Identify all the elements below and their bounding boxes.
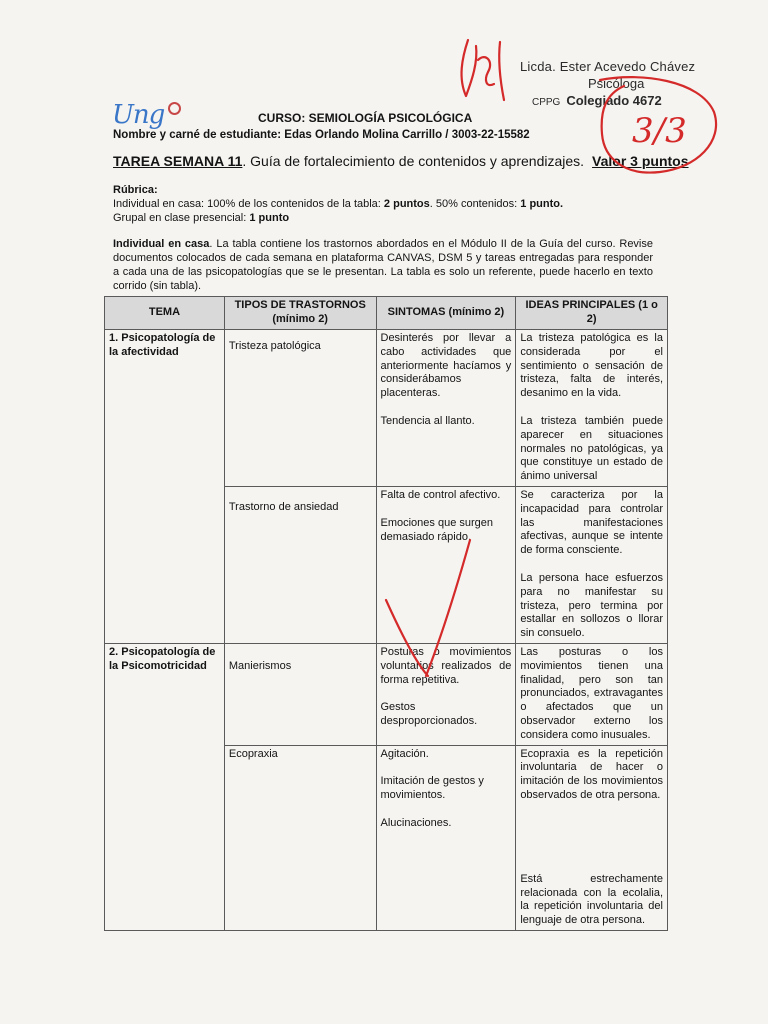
ideas-ansiedad: Se caracteriza por la incapacidad para controlar las manifestaciones afectivas, aunque se intente de forma consciente. La persona hace esfuerzos para no manifestar su tristeza, pero termina por estallar en sollozos o llorar sin consuelo. bbox=[516, 486, 668, 643]
ideas-tristeza: La tristeza patológica es la considerada por el sentimiento o sensación de tristeza, falta de interés, desanimo en la vida. La tristeza también puede aparecer en situaciones normales no patológicas, ya que constituye un estado de ánimo universal bbox=[516, 330, 668, 487]
task-description: . Guía de fortalecimiento de contenidos y aprendizajes. bbox=[242, 153, 585, 169]
tema-psicomotricidad: 2. Psicopatología de la Psicomotricidad bbox=[105, 643, 225, 930]
type-tristeza: Tristeza patológica bbox=[224, 330, 376, 487]
student-info: Nombre y carné de estudiante: Edas Orlando Molina Carrillo / 3003-22-15582 bbox=[113, 129, 530, 141]
stamp-profession: Psicóloga bbox=[588, 76, 645, 91]
rubric-line-individual: Individual en casa: 100% de los contenidos de la tabla: 2 puntos. 50% contenidos: 1 punto. bbox=[113, 198, 564, 210]
symptoms-manierismos: Posturas o movimientos voluntarios realizados de forma repetitiva. Gestos desproporcionados. bbox=[376, 643, 516, 745]
type-manierismos: Manierismos bbox=[224, 643, 376, 745]
table-row bbox=[105, 643, 668, 745]
psychopathology-table bbox=[104, 296, 668, 931]
type-ecopraxia: Ecopraxia bbox=[224, 745, 376, 930]
instructions-paragraph bbox=[113, 237, 653, 293]
symptoms-tristeza: Desinterés por llevar a cabo actividades que anteriormente hacíamos y considerábamos placenteras. Tendencia al llanto. bbox=[376, 330, 516, 487]
header-ideas: IDEAS PRINCIPALES (1 o 2) bbox=[516, 297, 668, 330]
stamp-prefix: CPPG bbox=[532, 97, 561, 108]
rubric bbox=[113, 183, 563, 225]
task-value: Valor 3 puntos bbox=[592, 153, 689, 169]
ideas-manierismos: Las posturas o los movimientos tienen una finalidad, pero son tan pronunciados, extravagantes o afectados que un observador externo los considera como inusuales. bbox=[516, 643, 668, 745]
table-row bbox=[105, 330, 668, 487]
professional-stamp bbox=[520, 58, 695, 111]
logo-text: Ung bbox=[112, 100, 165, 130]
table-header-row bbox=[105, 297, 668, 330]
symptoms-ansiedad: Falta de control afectivo. Emociones que surgen demasiado rápido. bbox=[376, 486, 516, 643]
course-title: CURSO: SEMIOLOGÍA PSICOLÓGICA bbox=[258, 111, 473, 125]
stamp-license bbox=[520, 92, 695, 111]
header-tema: TEMA bbox=[105, 297, 225, 330]
rubric-label: Rúbrica: bbox=[113, 184, 158, 196]
score-text: 3/3 bbox=[632, 111, 687, 151]
tema-afectividad: 1. Psicopatología de la afectividad bbox=[105, 330, 225, 644]
header-sintomas: SINTOMAS (mínimo 2) bbox=[376, 297, 516, 330]
task-title bbox=[113, 153, 689, 169]
university-logo bbox=[112, 100, 164, 130]
symptoms-ecopraxia: Agitación. Imitación de gestos y movimientos. Alucinaciones. bbox=[376, 745, 516, 930]
ideas-ecopraxia: Ecopraxia es la repetición involuntaria de hacer o imitación de los movimientos observados de otra persona. Está estrechamente relacionada con la ecolalia, la repetición involuntaria del lenguaje de otra persona. bbox=[516, 745, 668, 930]
intro-bold: Individual en casa bbox=[113, 238, 210, 250]
intro-text: . La tabla contiene los trastornos abordados en el Módulo II de la Guía del curso. Revise documentos colocados de cada semana en plataforma CANVAS, DSM 5 y tareas entregadas para responder a cada una de las psicopatologías que se le presentan. La tabla es solo un referente, puede hacerlo en texto corrido (sin tabla). bbox=[113, 238, 653, 292]
type-ansiedad: Trastorno de ansiedad bbox=[224, 486, 376, 643]
task-week: TAREA SEMANA 11 bbox=[113, 153, 243, 169]
rubric-line-group: Grupal en clase presencial: 1 punto bbox=[113, 212, 290, 224]
stamp-name: Licda. Ester Acevedo Chávez bbox=[520, 59, 696, 74]
signature-initial-mark bbox=[462, 40, 504, 100]
stamp-license-number: Colegiado 4672 bbox=[566, 93, 662, 108]
logo-mark-icon bbox=[168, 102, 181, 115]
header-tipos: TIPOS DE TRASTORNOS (mínimo 2) bbox=[224, 297, 376, 330]
